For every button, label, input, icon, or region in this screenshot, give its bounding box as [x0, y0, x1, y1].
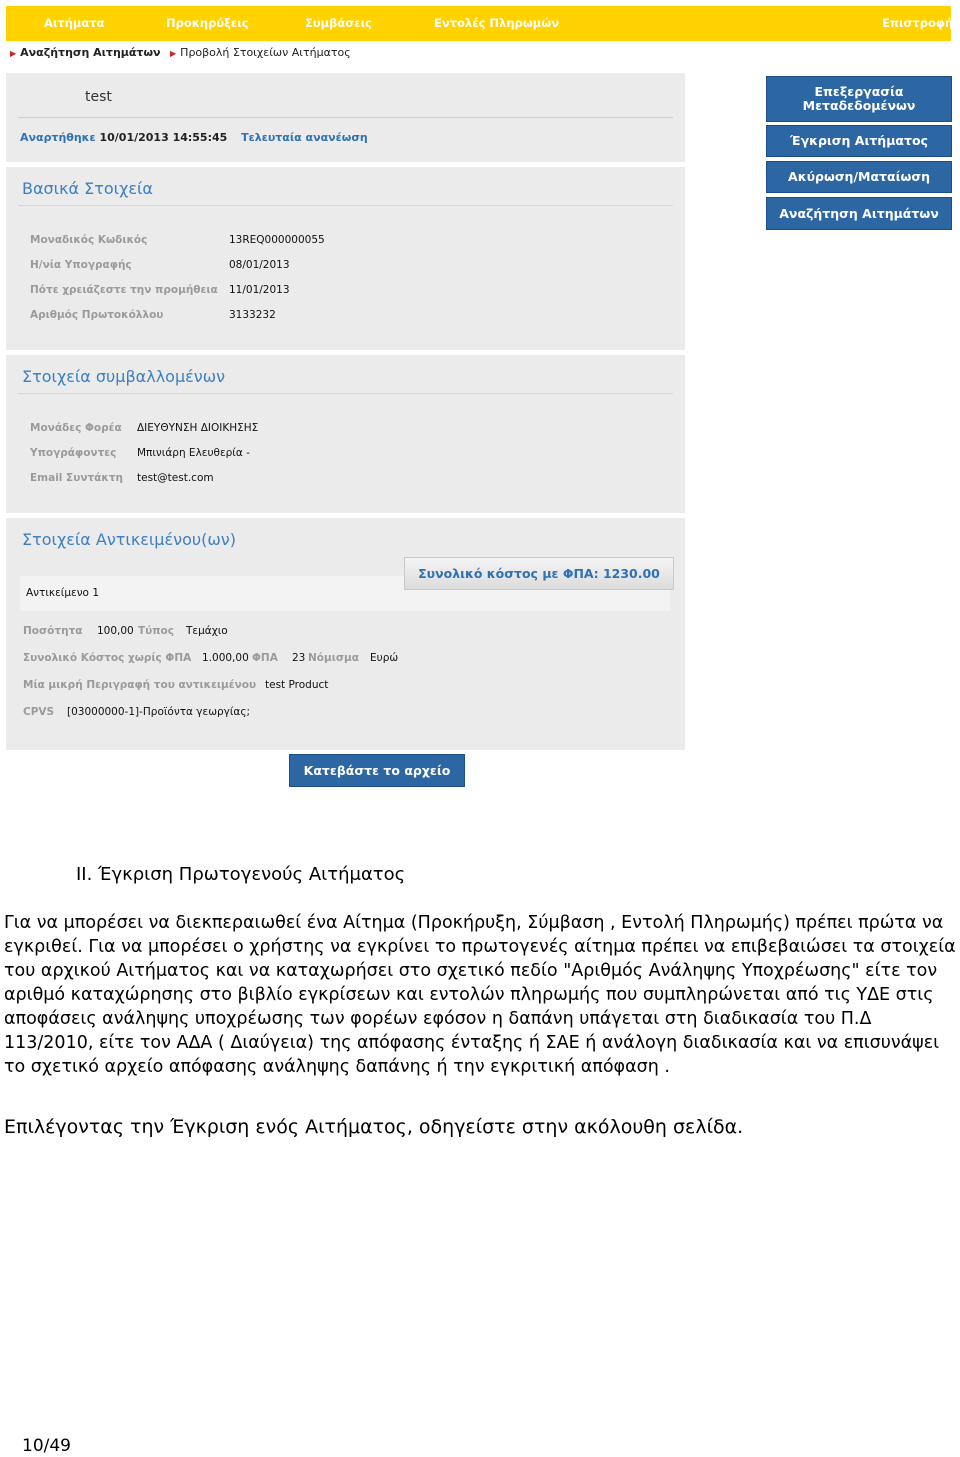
- total-cost-box: Συνολικό κόστος με ΦΠΑ: 1230.00: [404, 557, 674, 590]
- field-label: Email Συντάκτη: [30, 472, 124, 484]
- field-label: Η/νία Υπογραφής: [30, 259, 132, 271]
- signatories-value: Μπινιάρη Ελευθερία -: [137, 447, 250, 459]
- nav-announcements-link[interactable]: Προκηρύξεις: [166, 16, 249, 30]
- request-title: test: [85, 89, 112, 105]
- type-value: Τεμάχιο: [186, 625, 228, 637]
- body-paragraph-2: Επιλέγοντας την Έγκριση ενός Αιτήματος, οδηγείστε στην ακόλουθη σελίδα.: [4, 1116, 744, 1138]
- basic-info-panel: [6, 167, 685, 350]
- field-label: Συνολικό Κόστος χωρίς ΦΠΑ: [23, 652, 192, 664]
- page-number: 10/49: [22, 1436, 71, 1456]
- body-paragraph: Για να μπορέσει να διεκπεραιωθεί ένα Αίτημα (Προκήρυξη, Σύμβαση , Εντολή Πληρωμής) πρέπει πρώτα να εγκριθεί. Για να μπορέσει ο χρήστης να εγκρίνει το πρωτογενές αίτημα πρέπει να επιβεβαιώσει τα στοιχεία του αρχικού Αιτήματος και να καταχωρήσει στο σχετικό πεδίο "Αριθμός Ανάληψης Υποχρέωσης" είτε τον αριθμό καταχώρησης στο βιβλίο εγκρίσεων και εντολών πληρωμής που συμπληρώνεται από τις ΥΔΕ στις αποφάσεις ανάληψης υποχρέωσης των φορέων εφόσον η δαπάνη υπάγεται στη διαδικασία του Π.Δ 113/2010, είτε τον ΑΔΑ ( Διαύγεια) της απόφασης ένταξης ή ΣΑΕ ή ανάλογη διαδικασία και να επισυνάψει το σχετικό αρχείο απόφασης ανάληψης δαπάνης ή την εγκριτική απόφαση .: [4, 913, 956, 1077]
- cost-value: 1.000,00: [202, 652, 249, 664]
- items-panel: [6, 518, 685, 750]
- field-label: ΦΠΑ: [252, 652, 278, 664]
- breadcrumb: [10, 46, 351, 59]
- divider: [18, 205, 673, 206]
- field-label: Πότε χρειάζεστε την προμήθεια: [30, 284, 218, 296]
- field-label: Μοναδικός Κωδικός: [30, 234, 148, 246]
- divider: [18, 393, 673, 394]
- unique-code-value: 13REQ000000055: [229, 234, 325, 246]
- last-update-label: Τελευταία ανανέωση: [241, 131, 368, 144]
- supply-date-value: 11/01/2013: [229, 284, 290, 296]
- section-heading: ΙΙ. Έγκριση Πρωτογενούς Αιτήματος: [76, 864, 406, 885]
- author-email-value: test@test.com: [137, 472, 214, 484]
- items-title: Στοιχεία Αντικειμένου(ων): [22, 530, 236, 549]
- posted-label: Αναρτήθηκε: [20, 131, 96, 144]
- item-name: Αντικείμενο 1: [26, 587, 100, 599]
- currency-value: Ευρώ: [370, 652, 399, 664]
- parties-panel: [6, 355, 685, 513]
- search-requests-button[interactable]: Αναζήτηση Αιτημάτων: [766, 197, 952, 230]
- field-label: Ποσότητα: [23, 625, 83, 637]
- field-label: Μονάδες Φορέα: [30, 422, 122, 434]
- unit-value: ΔΙΕΥΘΥΝΣΗ ΔΙΟΙΚΗΣΗΣ: [137, 422, 259, 434]
- nav-back-link[interactable]: Επιστροφή: [882, 16, 954, 30]
- download-file-button[interactable]: Κατεβάστε το αρχείο: [289, 754, 465, 787]
- breadcrumb-current: Προβολή Στοιχείων Αιτήματος: [180, 46, 351, 59]
- top-navigation-bar: [6, 6, 954, 41]
- field-label: Αριθμός Πρωτοκόλλου: [30, 309, 164, 321]
- field-label: Υπογράφοντες: [30, 447, 117, 459]
- quantity-value: 100,00: [97, 625, 134, 637]
- nav-contracts-link[interactable]: Συμβάσεις: [305, 16, 372, 30]
- breadcrumb-arrow-icon: ▶: [170, 49, 177, 58]
- cpv-value: [03000000-1]-Προϊόντα γεωργίας;: [67, 706, 251, 718]
- protocol-number-value: 3133232: [229, 309, 276, 321]
- nav-payment-orders-link[interactable]: Εντολές Πληρωμών: [434, 16, 560, 30]
- request-header-panel: [6, 73, 685, 162]
- signature-date-value: 08/01/2013: [229, 259, 290, 271]
- posted-date: 10/01/2013 14:55:45: [99, 131, 228, 144]
- edit-metadata-button[interactable]: Επεξεργασία Μεταδεδομένων: [766, 76, 952, 122]
- nav-requests-link[interactable]: Αιτήματα: [44, 16, 105, 30]
- posted-info: [20, 131, 368, 144]
- field-label: Νόμισμα: [308, 652, 359, 664]
- parties-title: Στοιχεία συμβαλλομένων: [22, 367, 226, 386]
- field-label: CPVS: [23, 706, 55, 718]
- field-label: Μία μικρή Περιγραφή του αντικειμένου: [23, 679, 257, 691]
- vat-value: 23: [292, 652, 306, 664]
- breadcrumb-search-link[interactable]: Αναζήτηση Αιτημάτων: [20, 46, 161, 59]
- divider: [18, 117, 673, 118]
- cancel-request-button[interactable]: Ακύρωση/Ματαίωση: [766, 161, 952, 193]
- field-label: Τύπος: [138, 625, 174, 637]
- approve-request-button[interactable]: Έγκριση Αιτήματος: [766, 125, 952, 157]
- basic-info-title: Βασικά Στοιχεία: [22, 179, 153, 198]
- description-value: test Product: [265, 679, 329, 691]
- breadcrumb-arrow-icon: ▶: [10, 49, 17, 58]
